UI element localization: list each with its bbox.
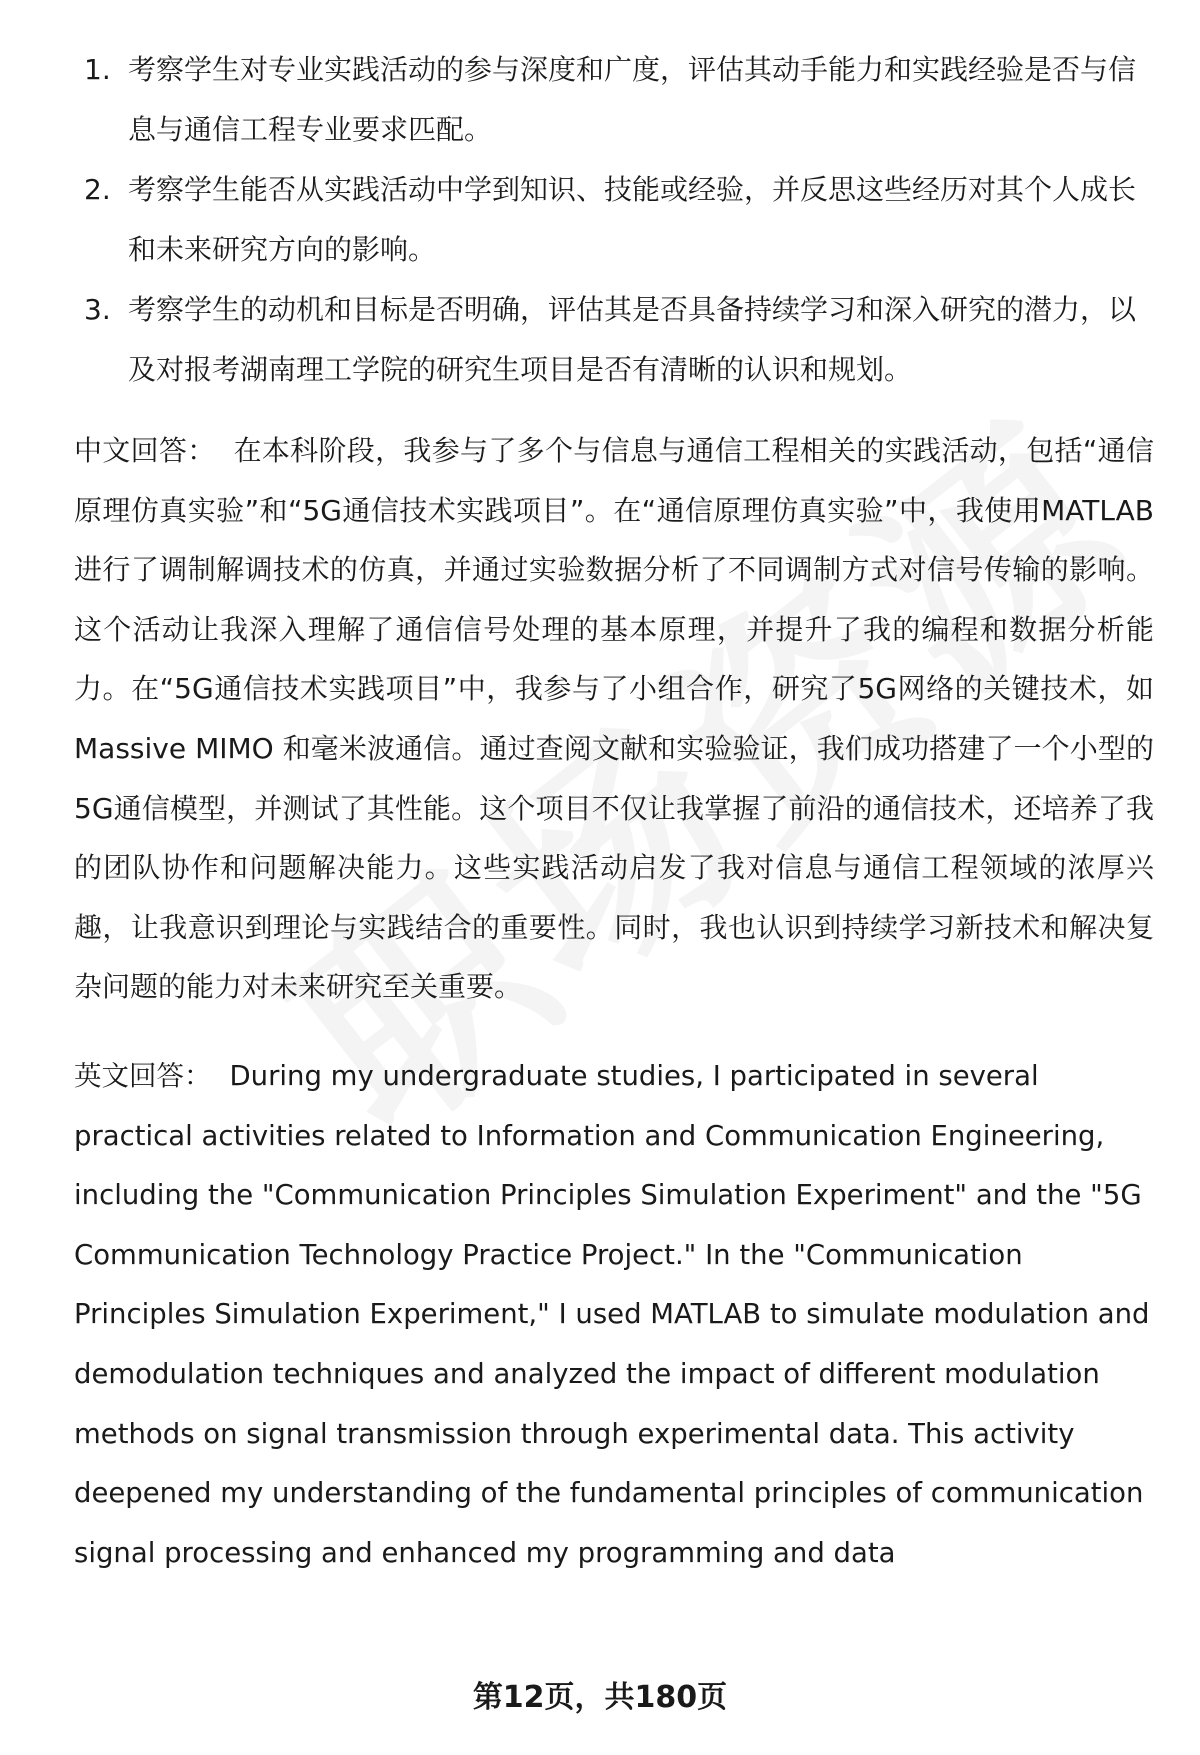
list-item-text: 考察学生的动机和目标是否明确，评估其是否具备持续学习和深入研究的潜力，以及对报考湖南理工学院的研究生项目是否有清晰的认识和规划。 <box>128 293 1137 386</box>
english-answer-paragraph <box>74 1047 1154 1583</box>
page-number-footer: 第12页，共180页 <box>472 1680 728 1715</box>
chinese-answer-label: 中文回答： <box>74 434 216 467</box>
list-item <box>74 280 1154 400</box>
list-item-number: 1. <box>84 53 111 86</box>
chinese-answer-paragraph <box>74 421 1154 1017</box>
english-answer-text: During my undergraduate studies, I participated in several practical activities related to Information and Communication Engineering, including the "Communication Principles Simulation Experiment" and the "5G Communication Technology Practice Project." In the "Communication Principles Simulation Experiment," I used MATLAB to simulate modulation and demodulation techniques and analyzed the impact of different modulation methods on signal transmission through experimental data. This activity deepened my understanding of the fundamental principles of communication signal processing and enhanced my programming and data <box>74 1059 1150 1569</box>
page-content <box>74 40 1154 1611</box>
list-item <box>74 40 1154 160</box>
list-item-number: 3. <box>84 293 111 326</box>
english-answer-label: 英文回答： <box>74 1059 212 1092</box>
list-item-text: 考察学生对专业实践活动的参与深度和广度，评估其动手能力和实践经验是否与信息与通信工程专业要求匹配。 <box>128 53 1137 146</box>
chinese-answer-text: 在本科阶段，我参与了多个与信息与通信工程相关的实践活动，包括“通信原理仿真实验”和“5G通信技术实践项目”。在“通信原理仿真实验”中，我使用MATLAB进行了调制解调技术的仿真，并通过实验数据分析了不同调制方式对信号传输的影响。这个活动让我深入理解了通信信号处理的基本原理，并提升了我的编程和数据分析能力。在“5G通信技术实践项目”中，我参与了小组合作，研究了5G网络的关键技术，如 Massive MIMO 和毫米波通信。通过查阅文献和实验验证，我们成功搭建了一个小型的5G通信模型，并测试了其性能。这个项目不仅让我掌握了前沿的通信技术，还培养了我的团队协作和问题解决能力。这些实践活动启发了我对信息与通信工程领域的浓厚兴趣，让我意识到理论与实践结合的重要性。同时，我也认识到持续学习新技术和解决复杂问题的能力对未来研究至关重要。 <box>74 434 1154 1004</box>
criteria-list <box>74 40 1154 400</box>
list-item-text: 考察学生能否从实践活动中学到知识、技能或经验，并反思这些经历对其个人成长和未来研究方向的影响。 <box>128 173 1137 266</box>
list-item <box>74 160 1154 280</box>
list-item-number: 2. <box>84 173 111 206</box>
